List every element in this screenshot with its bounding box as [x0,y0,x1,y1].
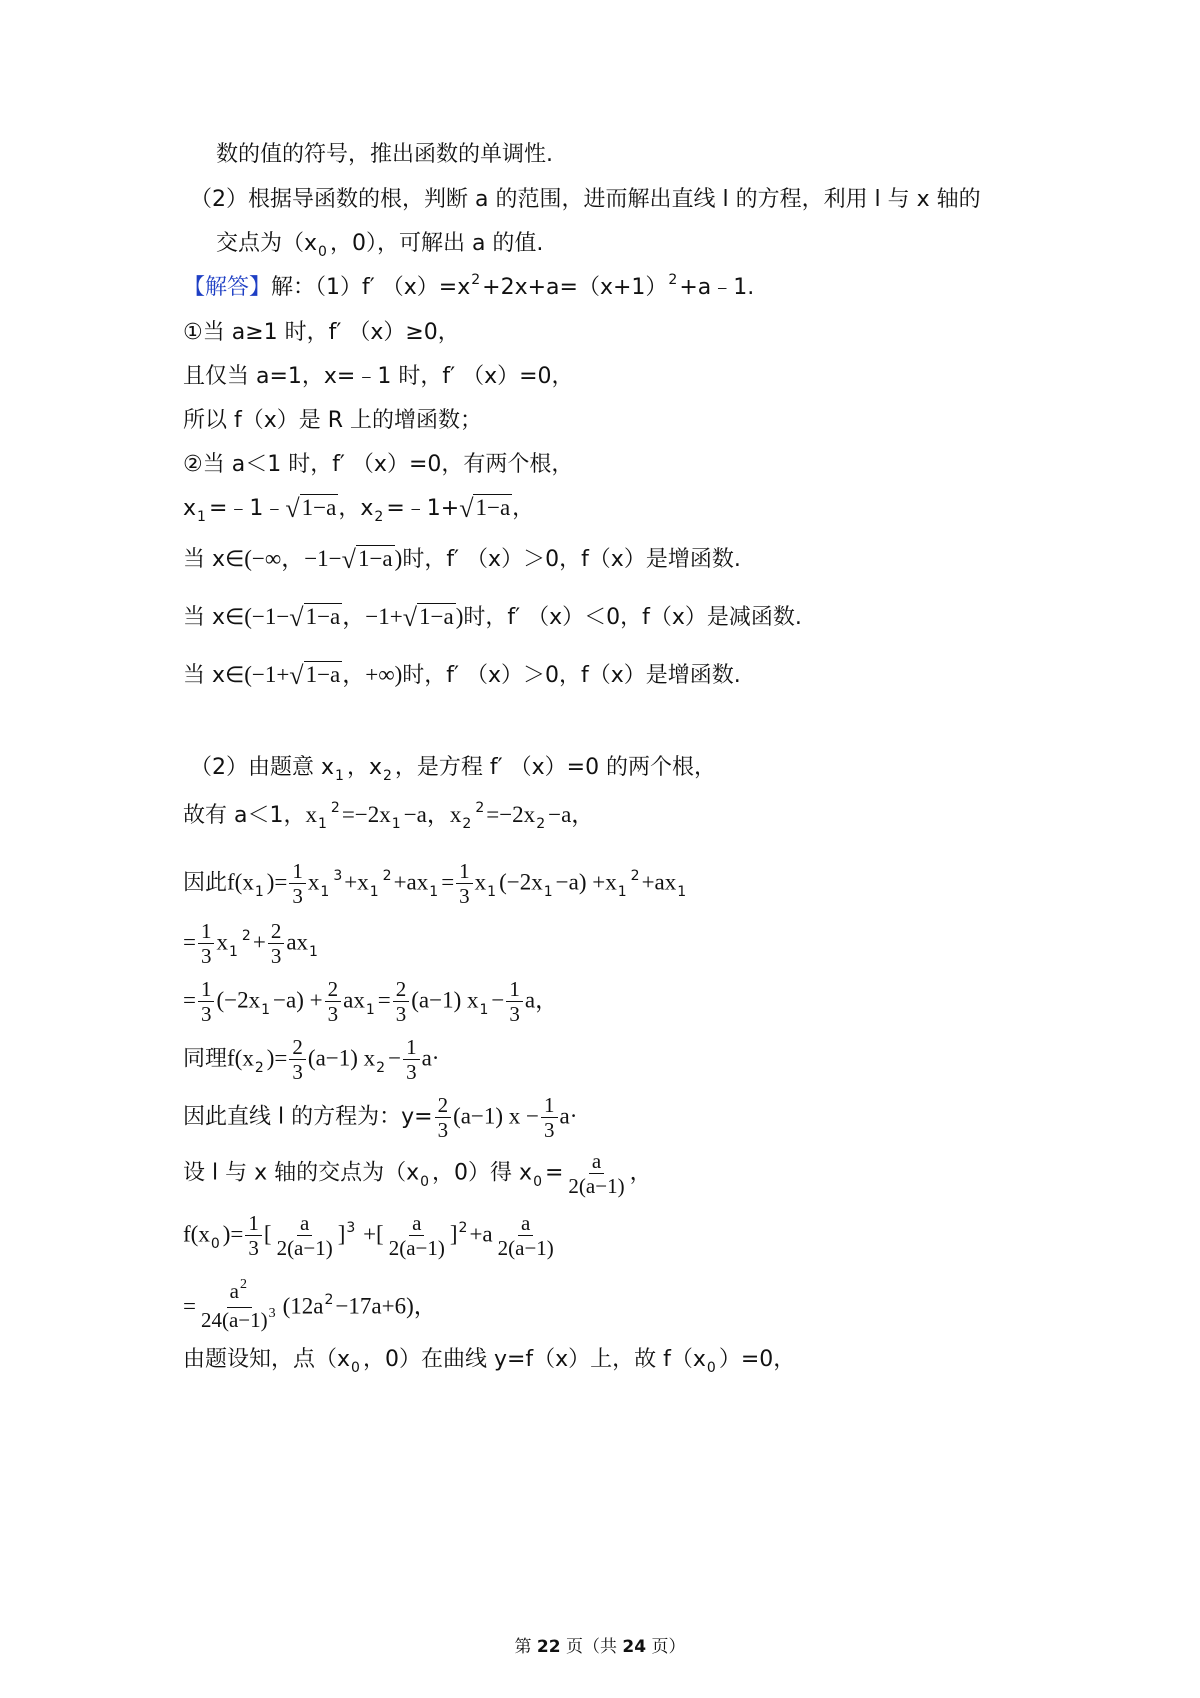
math-run: (a−1) x − [453,1103,540,1129]
solution-line [183,450,573,480]
subscript: 1 [677,883,687,900]
fraction [565,1150,627,1197]
math-run: f(x [227,1045,254,1071]
math-run: )= [222,1221,244,1247]
text-run: 同理 [183,1046,228,1072]
subscript: 1 [543,883,553,900]
math-run: +a [469,1221,493,1247]
solution-line [183,544,741,575]
text-run: 当 x∈ [183,547,245,572]
fraction-numerator: 1 [403,1036,420,1060]
solution-line [183,660,741,691]
subscript: 2 [462,816,472,832]
fraction-numerator: 1 [506,978,523,1002]
text-run: =﹣1﹣ [208,496,286,521]
math-run: −a) + [273,987,323,1013]
radical-sign: √ [289,661,304,690]
fraction-denominator: 3 [270,944,282,968]
solution-line [190,753,716,785]
superscript: 3 [346,1219,356,1236]
fraction-denominator: 2(a−1) [276,1236,333,1260]
math-run: −a) +x [555,869,617,895]
radicand: 1−a [357,546,393,571]
math-run: = [441,869,455,895]
fraction-numerator: 2 [268,920,285,944]
fraction-numerator: 1 [198,978,215,1002]
subscript: 1 [309,943,318,960]
fraction-numerator: a [518,1212,533,1236]
radical-sign: √ [289,603,304,632]
fraction-numerator: 1 [456,860,473,884]
math-run: f(x [227,869,254,895]
text-run: 时，f′ （x）＜0，f（x）是减函数. [463,605,802,630]
math-run: (−2x [216,987,261,1013]
math-run: a， [524,987,559,1013]
square-root [289,660,342,691]
subscript: 2 [254,1059,264,1076]
math-run: x [307,869,320,895]
math-run: +ax [393,869,429,895]
fraction-denominator: 3 [459,884,470,908]
solution-line [183,318,460,348]
fraction-denominator: 2(a−1) [497,1236,554,1260]
math-run: x [305,802,317,827]
superscript: 2 [241,927,251,944]
subscript: 1 [197,509,206,525]
fraction-denominator: 2(a−1) [568,1174,625,1198]
math-run: ] [449,1221,458,1247]
fraction [198,978,215,1025]
math-run: + [252,929,266,955]
math-run: ，+∞) [342,662,403,687]
radical-sign: √ [285,494,300,523]
text-run: =﹣1+ [386,496,460,521]
text-run: 由题设知，点（x [183,1347,351,1372]
fraction [289,860,306,907]
radical-sign: √ [341,545,356,574]
solution-line [183,602,802,633]
solution-line [183,1150,652,1197]
denominator-power-exponent: 3 [268,1306,276,1321]
math-run: +[ [357,1221,384,1247]
text-run: ）=0， [718,1347,796,1372]
radical-sign: √ [402,603,417,632]
superscript: 2 [668,272,678,288]
superscript: 2 [471,272,481,288]
math-run: f(x [183,1221,210,1247]
fraction [541,1094,558,1141]
math-run: (a−1) x [307,1045,376,1071]
subscript: 0 [706,1360,716,1376]
fraction [268,920,285,967]
fraction-numerator: 1 [541,1094,558,1118]
fraction [403,1036,420,1083]
text-run: 当 x∈ [183,605,245,630]
text-run: ，0），可解出 a 的值. [329,231,544,256]
fraction [506,978,523,1025]
math-run: (−∞，−1− [244,546,342,571]
math-run: −17a+6)， [335,1293,437,1319]
text-run: 交点为（x [216,231,318,256]
math-run: − [491,987,505,1013]
text-run: ，x [346,755,382,780]
subscript: 1 [429,883,439,900]
math-run: ) [394,546,403,571]
fraction-numerator: 2 [325,978,342,1002]
fraction [289,1036,306,1083]
math-run: ，−1+ [342,604,403,629]
answer-tag: 【解答】 [183,275,272,300]
fraction-denominator: 3 [248,1236,259,1260]
text-run: 故有 a＜1， [183,803,306,828]
math-run: = [183,1293,196,1319]
text-run: （2）由题意 x [190,755,335,780]
text-run: x [183,496,197,521]
math-run: +ax [641,869,677,895]
solution-line [190,185,981,215]
math-run: x [216,929,228,955]
square-root [459,493,512,524]
subscript: 1 [320,883,330,900]
text-run: ②当 a＜1 时，f′ （x）=0，有两个根， [183,452,574,477]
subscript: 0 [420,1173,430,1190]
text-run: ，x [338,496,374,521]
text-run: 当 x∈ [183,663,245,688]
math-run: [ [263,1221,272,1247]
fraction [198,920,215,967]
math-run: (12a [282,1293,324,1319]
fraction [456,860,473,907]
subscript: 1 [391,816,401,832]
page-number: 22 [536,1637,561,1657]
text-run: 因此 [183,870,228,896]
fraction-denominator: 3 [292,884,303,908]
math-run: +x [344,869,369,895]
math-run: a· [559,1103,578,1129]
text-run: ，是方程 f′ （x）=0 的两个根， [394,755,717,780]
subscript: 1 [228,943,238,960]
fraction [198,1277,281,1335]
subscript: 1 [617,883,627,900]
numerator-power-base: a [229,1279,239,1303]
math-run: )= [266,869,288,895]
radicand: 1−a [305,604,341,629]
numerator-power-exponent: 2 [239,1277,247,1292]
text-run: 解：（1）f′ （x）=x [271,275,471,300]
subscript: 2 [374,509,384,525]
fraction [495,1212,557,1259]
fraction-denominator: 3 [200,944,212,968]
denominator-power [201,1308,278,1332]
subscript: 2 [376,1059,386,1076]
subscript: 1 [487,883,497,900]
fraction-denominator: 3 [406,1060,417,1084]
fraction [325,978,342,1025]
text-run: ①当 a≥1 时，f′ （x）≥0， [183,320,460,345]
solution-line [183,406,482,436]
superscript: 2 [382,867,392,884]
subscript: 0 [210,1235,220,1252]
superscript: 3 [333,867,343,884]
text-run: 所以 f（x）是 R 上的增函数； [183,408,483,433]
fraction-denominator: 3 [437,1118,449,1142]
math-run: ax [343,987,365,1013]
text-run: ， [629,1160,652,1186]
denominator-power-base: 24(a−1) [200,1308,268,1332]
math-run: −a，x [403,802,462,827]
text-run: 数的值的符号，推出函数的单调性. [216,142,553,167]
solution-line [183,978,558,1025]
fraction-numerator: 1 [245,1212,262,1236]
math-run: a· [421,1045,440,1071]
math-run: −a， [548,802,595,827]
text-run: 时，f′ （x）＞0，f（x）是增函数. [402,663,741,688]
radicand: 1−a [419,604,454,629]
text-run: ，0）在曲线 y=f（x）上，故 f（x [362,1347,706,1372]
subscript: 1 [365,1001,375,1018]
subscript: 1 [317,816,327,832]
solution-line [216,140,553,170]
square-root [285,493,338,524]
radicand: 1−a [301,495,337,520]
subscript: 2 [382,768,392,784]
text-run: ， [512,496,535,521]
subscript: 0 [351,1360,360,1376]
math-run: − [388,1045,402,1071]
solution-line [183,1036,439,1083]
fraction-numerator: a [589,1150,604,1174]
fraction-denominator: 3 [200,1002,212,1026]
fraction-numerator: 1 [198,920,215,944]
solution-line [183,1345,795,1377]
math-run: =−2x [341,802,391,827]
math-run: = [183,987,196,1013]
fraction [393,978,410,1025]
solution-line [183,860,689,907]
text-run: = [544,1160,564,1186]
fraction [435,1094,452,1141]
fraction-denominator: 3 [327,1002,339,1026]
math-run: =−2x [486,802,536,827]
fraction-denominator: 3 [509,1002,520,1026]
text-run: 且仅当 a=1，x=﹣1 时，f′ （x）=0， [183,364,574,389]
fraction-numerator: 1 [289,860,306,884]
fraction-numerator: 2 [393,978,410,1002]
math-run: (−2x [499,869,543,895]
page-total: 24 [622,1637,647,1657]
math-run: x [474,869,487,895]
numerator-power [230,1279,249,1303]
fraction-numerator [227,1277,252,1308]
solution-line [183,362,574,392]
radical-sign: √ [459,494,474,523]
subscript: 1 [261,1001,271,1018]
subscript: 0 [533,1173,542,1190]
fraction-denominator: 3 [395,1002,407,1026]
superscript: 2 [458,1219,468,1236]
math-run: ax [286,929,309,955]
superscript: 2 [324,1291,334,1308]
solution-line [183,1094,577,1141]
fraction-denominator: 3 [544,1118,555,1142]
text-run: 设 l 与 x 轴的交点为（x [183,1160,420,1186]
math-run: (−1− [244,604,290,629]
solution-line [183,920,321,967]
text-run: ，0）得 x [432,1160,533,1186]
square-root [289,602,342,633]
fraction [386,1212,448,1259]
subscript: 1 [254,883,264,900]
solution-line [183,273,754,305]
page-footer: 第 22 页（共 24 页） [514,1637,686,1657]
fraction [245,1212,262,1259]
solution-line [216,229,543,261]
radicand: 1−a [475,495,511,520]
solution-line [183,1212,559,1259]
fraction-numerator: 2 [289,1036,306,1060]
subscript: 1 [479,1001,489,1018]
subscript: 1 [369,883,379,900]
fraction [274,1212,336,1259]
text-run: +2x+a=（x+1） [482,275,668,300]
superscript: 2 [330,800,340,816]
text-run: 时，f′ （x）＞0，f（x）是增函数. [402,547,741,572]
fraction-numerator: 2 [435,1094,452,1118]
fraction-numerator: a [297,1212,312,1236]
math-run: (a−1) x [411,987,479,1013]
solution-line [183,493,534,526]
solution-line [183,800,594,833]
square-root [342,544,395,575]
fraction-denominator: 3 [292,1060,303,1084]
math-run: ) [455,604,464,629]
math-run: (−1+ [244,662,290,687]
text-run: （2）根据导函数的根，判断 a 的范围，进而解出直线 l 的方程，利用 l 与 x 轴的 [190,187,981,212]
subscript: 0 [318,244,327,260]
math-run: ] [337,1221,346,1247]
radicand: 1−a [305,662,341,687]
solution-line [183,1277,437,1335]
subscript: 2 [536,816,546,832]
superscript: 2 [475,800,485,816]
text-run: +a﹣1. [679,275,755,300]
square-root [403,602,456,633]
fraction-denominator: 2(a−1) [388,1236,445,1260]
superscript: 2 [630,867,640,884]
text-run: 因此直线 l 的方程为：y= [183,1104,433,1130]
math-run: = [377,987,391,1013]
fraction-numerator: a [409,1212,424,1236]
fraction-denominator [198,1308,281,1335]
math-run: )= [266,1045,288,1071]
subscript: 1 [335,768,344,784]
math-run: = [183,929,196,955]
